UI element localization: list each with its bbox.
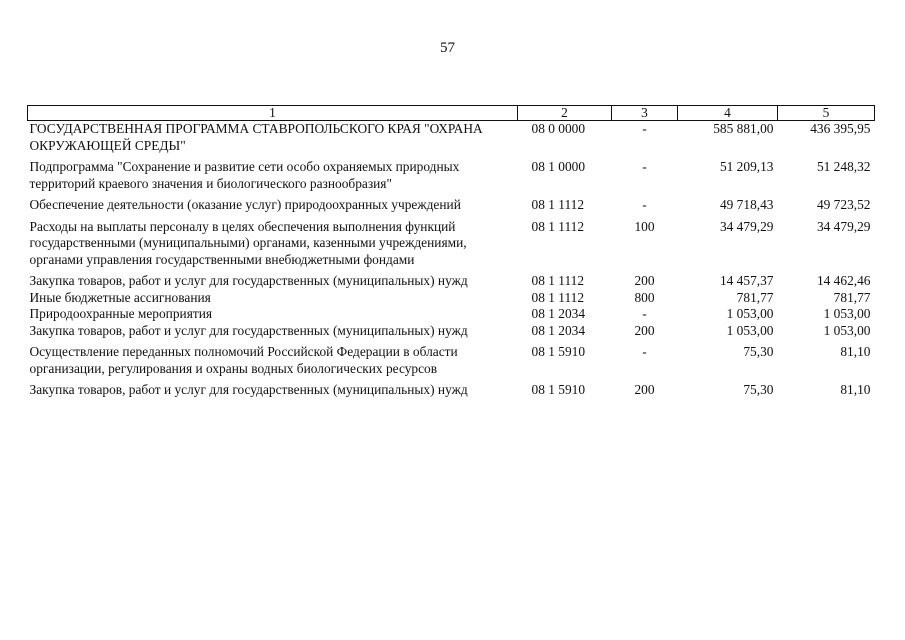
column-header-4: 4 xyxy=(678,106,778,121)
page-number: 57 xyxy=(440,40,455,56)
row-expense-type: 200 xyxy=(634,273,655,288)
table-row xyxy=(28,197,875,219)
row-amount-1: 1 053,00 xyxy=(726,306,774,321)
row-amount-1: 14 457,37 xyxy=(719,273,774,288)
table-header-row xyxy=(28,106,875,121)
row-name: Закупка товаров, работ и услуг для государственных (муниципальных) нужд xyxy=(29,382,468,397)
row-amount-2: 436 395,95 xyxy=(810,121,871,136)
table-row xyxy=(28,382,875,399)
row-expense-type: 200 xyxy=(634,382,655,397)
row-amount-1: 781,77 xyxy=(736,289,774,305)
table-row xyxy=(28,306,875,323)
row-amount-2: 781,77 xyxy=(833,289,871,305)
row-name: Осуществление переданных полномочий Российской Федерации в области организации, регулирования и охраны водных биологических ресурсов xyxy=(29,344,458,376)
table-body xyxy=(28,121,875,399)
row-code: 08 1 1112 xyxy=(531,289,585,305)
row-code: 08 1 0000 xyxy=(531,159,586,174)
row-expense-type: 100 xyxy=(634,218,655,234)
row-amount-1: 49 718,43 xyxy=(719,197,774,212)
row-expense-type: - xyxy=(642,121,647,136)
table-row xyxy=(28,273,875,290)
row-amount-1: 585 881,00 xyxy=(713,121,774,136)
row-code: 08 1 2034 xyxy=(531,306,586,321)
row-code: 08 1 1112 xyxy=(531,273,585,288)
table-row xyxy=(28,219,875,274)
column-header-1: 1 xyxy=(28,106,518,121)
row-expense-type: - xyxy=(642,197,647,212)
table-row xyxy=(28,344,875,382)
row-amount-2: 49 723,52 xyxy=(816,197,871,212)
row-name: Подпрограмма "Сохранение и развитие сети особо охраняемых природных территорий краевого значения и биологического разнообразия" xyxy=(29,159,460,191)
row-code: 08 1 5910 xyxy=(531,382,586,397)
row-amount-2: 51 248,32 xyxy=(816,159,871,174)
column-header-2: 2 xyxy=(518,106,612,121)
row-name: Обеспечение деятельности (оказание услуг) природоохранных учреждений xyxy=(29,197,461,212)
row-code: 08 0 0000 xyxy=(531,121,586,136)
row-amount-1: 51 209,13 xyxy=(719,159,774,174)
table-row xyxy=(28,323,875,345)
row-code: 08 1 2034 xyxy=(531,322,586,338)
budget-table-container xyxy=(27,105,874,399)
row-amount-2: 1 053,00 xyxy=(823,322,871,338)
row-name: Закупка товаров, работ и услуг для государственных (муниципальных) нужд xyxy=(29,322,468,338)
row-amount-2: 14 462,46 xyxy=(816,273,871,288)
row-amount-2: 34 479,29 xyxy=(816,218,871,234)
row-code: 08 1 1112 xyxy=(531,218,585,234)
row-name: Расходы на выплаты персоналу в целях обеспечения выполнения функций государственными (муниципальными) органами, казенными учреждениями, органами управления государственными внебюджетными фондами xyxy=(29,218,467,267)
row-expense-type: - xyxy=(642,344,647,359)
row-amount-1: 34 479,29 xyxy=(719,218,774,234)
column-header-3: 3 xyxy=(612,106,678,121)
row-expense-type: - xyxy=(642,159,647,174)
row-expense-type: - xyxy=(642,306,647,321)
row-name: Иные бюджетные ассигнования xyxy=(29,289,211,305)
row-name: Природоохранные мероприятия xyxy=(29,306,213,321)
table-row xyxy=(28,290,875,307)
row-code: 08 1 5910 xyxy=(531,344,586,359)
row-amount-1: 75,30 xyxy=(743,344,774,359)
table-row xyxy=(28,121,875,160)
row-name: ГОСУДАРСТВЕННАЯ ПРОГРАММА СТАВРОПОЛЬСКОГО КРАЯ "ОХРАНА ОКРУЖАЮЩЕЙ СРЕДЫ" xyxy=(29,121,483,153)
row-amount-1: 75,30 xyxy=(743,382,774,397)
row-expense-type: 200 xyxy=(634,322,655,338)
row-name: Закупка товаров, работ и услуг для государственных (муниципальных) нужд xyxy=(29,273,468,288)
row-amount-2: 81,10 xyxy=(840,344,871,359)
row-expense-type: 800 xyxy=(634,289,655,305)
table-row xyxy=(28,159,875,197)
row-amount-2: 1 053,00 xyxy=(823,306,871,321)
column-header-5: 5 xyxy=(778,106,875,121)
row-code: 08 1 1112 xyxy=(531,197,585,212)
budget-table xyxy=(27,105,875,399)
row-amount-1: 1 053,00 xyxy=(726,322,774,338)
row-amount-2: 81,10 xyxy=(840,382,871,397)
table-header xyxy=(28,106,875,121)
